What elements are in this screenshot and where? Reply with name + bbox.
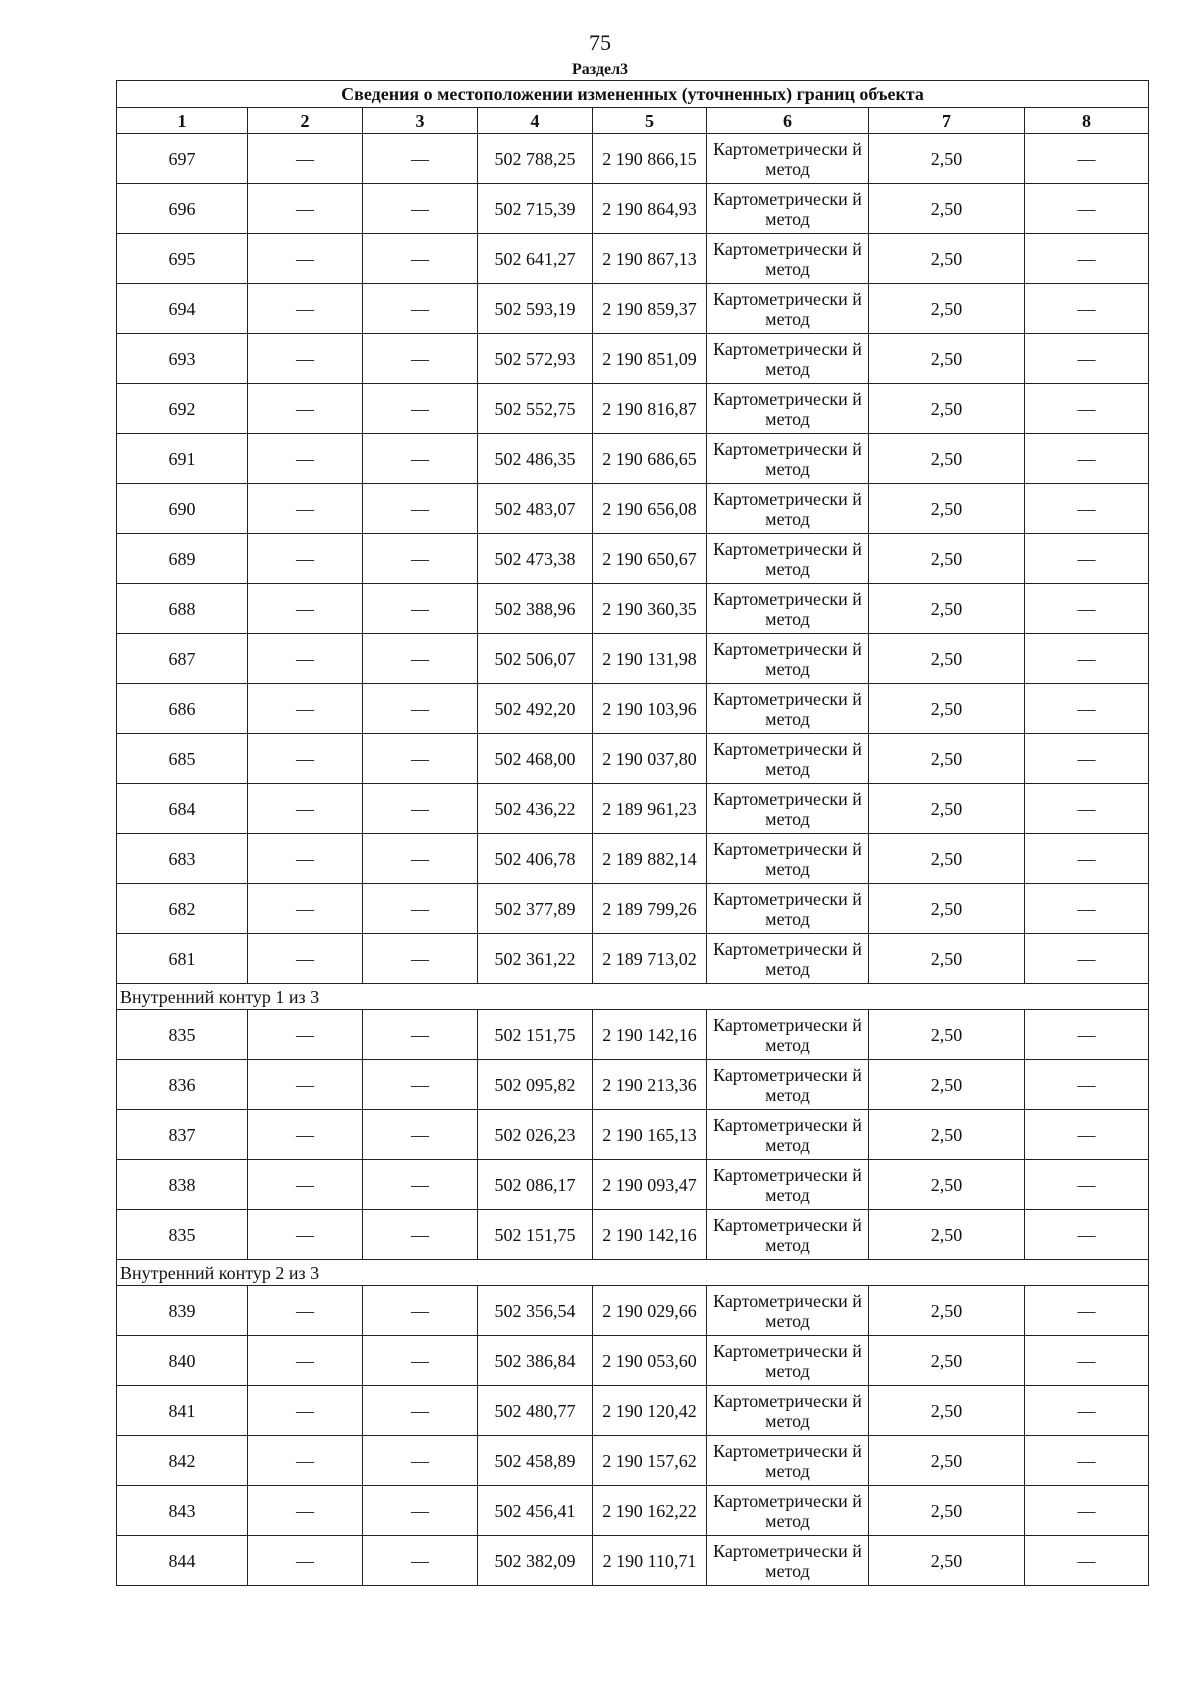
- col8-cell: —: [1025, 384, 1149, 434]
- table-row: [117, 634, 1149, 684]
- method-cell: Картометрически й метод: [707, 1536, 869, 1586]
- table-row: [117, 1336, 1149, 1386]
- method-cell: Картометрически й метод: [707, 284, 869, 334]
- y-coordinate-cell: 2 190 213,36: [593, 1060, 707, 1110]
- point-number-cell: 692: [117, 384, 248, 434]
- table-row: [117, 684, 1149, 734]
- table-row: [117, 1210, 1149, 1260]
- x-coordinate-cell: 502 086,17: [478, 1160, 593, 1210]
- table-row: [117, 1160, 1149, 1210]
- col2-cell: —: [248, 284, 363, 334]
- accuracy-cell: 2,50: [869, 884, 1025, 934]
- x-coordinate-cell: 502 406,78: [478, 834, 593, 884]
- point-number-cell: 688: [117, 584, 248, 634]
- method-cell: Картометрически й метод: [707, 834, 869, 884]
- method-cell: Картометрически й метод: [707, 1336, 869, 1386]
- table-row: [117, 884, 1149, 934]
- method-cell: Картометрически й метод: [707, 1110, 869, 1160]
- method-cell: Картометрически й метод: [707, 734, 869, 784]
- x-coordinate-cell: 502 506,07: [478, 634, 593, 684]
- y-coordinate-cell: 2 190 120,42: [593, 1386, 707, 1436]
- table-row: [117, 734, 1149, 784]
- table-row: [117, 534, 1149, 584]
- accuracy-cell: 2,50: [869, 1060, 1025, 1110]
- col8-cell: —: [1025, 1336, 1149, 1386]
- point-number-cell: 837: [117, 1110, 248, 1160]
- method-cell: Картометрически й метод: [707, 584, 869, 634]
- x-coordinate-cell: 502 151,75: [478, 1210, 593, 1260]
- x-coordinate-cell: 502 026,23: [478, 1110, 593, 1160]
- accuracy-cell: 2,50: [869, 1486, 1025, 1536]
- table-row: [117, 484, 1149, 534]
- accuracy-cell: 2,50: [869, 1336, 1025, 1386]
- y-coordinate-cell: 2 190 360,35: [593, 584, 707, 634]
- point-number-cell: 695: [117, 234, 248, 284]
- accuracy-cell: 2,50: [869, 484, 1025, 534]
- col3-cell: —: [363, 784, 478, 834]
- y-coordinate-cell: 2 190 110,71: [593, 1536, 707, 1586]
- col3-cell: —: [363, 1386, 478, 1436]
- col8-cell: —: [1025, 334, 1149, 384]
- method-cell: Картометрически й метод: [707, 184, 869, 234]
- y-coordinate-cell: 2 189 882,14: [593, 834, 707, 884]
- col3-cell: —: [363, 134, 478, 184]
- col3-cell: —: [363, 1160, 478, 1210]
- point-number-cell: 682: [117, 884, 248, 934]
- col8-cell: —: [1025, 284, 1149, 334]
- table-row: [117, 134, 1149, 184]
- table-row: [117, 1536, 1149, 1586]
- x-coordinate-cell: 502 361,22: [478, 934, 593, 984]
- method-cell: Картометрически й метод: [707, 1286, 869, 1336]
- y-coordinate-cell: 2 190 859,37: [593, 284, 707, 334]
- y-coordinate-cell: 2 190 142,16: [593, 1010, 707, 1060]
- col2-cell: —: [248, 784, 363, 834]
- col8-cell: —: [1025, 684, 1149, 734]
- accuracy-cell: 2,50: [869, 1286, 1025, 1336]
- y-coordinate-cell: 2 189 799,26: [593, 884, 707, 934]
- accuracy-cell: 2,50: [869, 384, 1025, 434]
- method-cell: Картометрически й метод: [707, 784, 869, 834]
- method-cell: Картометрически й метод: [707, 134, 869, 184]
- col2-cell: —: [248, 334, 363, 384]
- col2-cell: —: [248, 734, 363, 784]
- col2-cell: —: [248, 484, 363, 534]
- y-coordinate-cell: 2 190 142,16: [593, 1210, 707, 1260]
- table-row: [117, 334, 1149, 384]
- x-coordinate-cell: 502 377,89: [478, 884, 593, 934]
- x-coordinate-cell: 502 356,54: [478, 1286, 593, 1336]
- point-number-cell: 685: [117, 734, 248, 784]
- y-coordinate-cell: 2 190 650,67: [593, 534, 707, 584]
- point-number-cell: 842: [117, 1436, 248, 1486]
- x-coordinate-cell: 502 593,19: [478, 284, 593, 334]
- y-coordinate-cell: 2 190 157,62: [593, 1436, 707, 1486]
- table-row: [117, 584, 1149, 634]
- col3-cell: —: [363, 1436, 478, 1486]
- col2-cell: —: [248, 234, 363, 284]
- y-coordinate-cell: 2 190 851,09: [593, 334, 707, 384]
- col8-cell: —: [1025, 434, 1149, 484]
- table-row: [117, 434, 1149, 484]
- point-number-cell: 844: [117, 1536, 248, 1586]
- accuracy-cell: 2,50: [869, 1386, 1025, 1436]
- x-coordinate-cell: 502 468,00: [478, 734, 593, 784]
- col8-cell: —: [1025, 1060, 1149, 1110]
- y-coordinate-cell: 2 189 713,02: [593, 934, 707, 984]
- col2-cell: —: [248, 1010, 363, 1060]
- col2-cell: —: [248, 434, 363, 484]
- col8-cell: —: [1025, 1486, 1149, 1536]
- accuracy-cell: 2,50: [869, 834, 1025, 884]
- contour-label-row: [117, 1260, 1149, 1286]
- col8-cell: —: [1025, 584, 1149, 634]
- col3-cell: —: [363, 734, 478, 784]
- accuracy-cell: 2,50: [869, 784, 1025, 834]
- coordinates-table: [116, 80, 1149, 1586]
- col8-cell: —: [1025, 784, 1149, 834]
- y-coordinate-cell: 2 190 131,98: [593, 634, 707, 684]
- y-coordinate-cell: 2 190 866,15: [593, 134, 707, 184]
- table-row: [117, 234, 1149, 284]
- col2-cell: —: [248, 884, 363, 934]
- accuracy-cell: 2,50: [869, 684, 1025, 734]
- method-cell: Картометрически й метод: [707, 684, 869, 734]
- method-cell: Картометрически й метод: [707, 434, 869, 484]
- col3-cell: —: [363, 434, 478, 484]
- method-cell: Картометрически й метод: [707, 534, 869, 584]
- col3-cell: —: [363, 284, 478, 334]
- column-header-5: 5: [593, 108, 707, 134]
- y-coordinate-cell: 2 190 037,80: [593, 734, 707, 784]
- x-coordinate-cell: 502 788,25: [478, 134, 593, 184]
- method-cell: Картометрически й метод: [707, 1210, 869, 1260]
- x-coordinate-cell: 502 382,09: [478, 1536, 593, 1586]
- table-title: Сведения о местоположении измененных (уточненных) границ объекта: [117, 81, 1149, 108]
- accuracy-cell: 2,50: [869, 284, 1025, 334]
- col3-cell: —: [363, 1060, 478, 1110]
- column-header-1: 1: [117, 108, 248, 134]
- point-number-cell: 841: [117, 1386, 248, 1436]
- point-number-cell: 836: [117, 1060, 248, 1110]
- point-number-cell: 839: [117, 1286, 248, 1336]
- contour-label: Внутренний контур 1 из 3: [117, 984, 1149, 1010]
- table-row: [117, 834, 1149, 884]
- page-number: 75: [589, 30, 611, 55]
- point-number-cell: 838: [117, 1160, 248, 1210]
- point-number-cell: 835: [117, 1210, 248, 1260]
- col2-cell: —: [248, 584, 363, 634]
- x-coordinate-cell: 502 095,82: [478, 1060, 593, 1110]
- method-cell: Картометрически й метод: [707, 384, 869, 434]
- col8-cell: —: [1025, 1386, 1149, 1436]
- col8-cell: —: [1025, 934, 1149, 984]
- method-cell: Картометрически й метод: [707, 884, 869, 934]
- col8-cell: —: [1025, 1010, 1149, 1060]
- accuracy-cell: 2,50: [869, 334, 1025, 384]
- point-number-cell: 840: [117, 1336, 248, 1386]
- y-coordinate-cell: 2 190 165,13: [593, 1110, 707, 1160]
- method-cell: Картометрически й метод: [707, 1060, 869, 1110]
- x-coordinate-cell: 502 480,77: [478, 1386, 593, 1436]
- x-coordinate-cell: 502 572,93: [478, 334, 593, 384]
- method-cell: Картометрически й метод: [707, 1010, 869, 1060]
- column-header-3: 3: [363, 108, 478, 134]
- table-row: [117, 1060, 1149, 1110]
- point-number-cell: 697: [117, 134, 248, 184]
- col3-cell: —: [363, 234, 478, 284]
- col3-cell: —: [363, 884, 478, 934]
- accuracy-cell: 2,50: [869, 1010, 1025, 1060]
- x-coordinate-cell: 502 436,22: [478, 784, 593, 834]
- col3-cell: —: [363, 534, 478, 584]
- col3-cell: —: [363, 384, 478, 434]
- col8-cell: —: [1025, 534, 1149, 584]
- x-coordinate-cell: 502 486,35: [478, 434, 593, 484]
- col2-cell: —: [248, 384, 363, 434]
- y-coordinate-cell: 2 190 053,60: [593, 1336, 707, 1386]
- col2-cell: —: [248, 1160, 363, 1210]
- col2-cell: —: [248, 834, 363, 884]
- method-cell: Картометрически й метод: [707, 1436, 869, 1486]
- y-coordinate-cell: 2 189 961,23: [593, 784, 707, 834]
- x-coordinate-cell: 502 552,75: [478, 384, 593, 434]
- contour-label: Внутренний контур 2 из 3: [117, 1260, 1149, 1286]
- col2-cell: —: [248, 1436, 363, 1486]
- method-cell: Картометрически й метод: [707, 1386, 869, 1436]
- y-coordinate-cell: 2 190 029,66: [593, 1286, 707, 1336]
- col2-cell: —: [248, 534, 363, 584]
- column-header-7: 7: [869, 108, 1025, 134]
- col8-cell: —: [1025, 1436, 1149, 1486]
- table-row: [117, 784, 1149, 834]
- col2-cell: —: [248, 1536, 363, 1586]
- x-coordinate-cell: 502 386,84: [478, 1336, 593, 1386]
- col8-cell: —: [1025, 734, 1149, 784]
- col3-cell: —: [363, 334, 478, 384]
- method-cell: Картометрически й метод: [707, 234, 869, 284]
- col8-cell: —: [1025, 134, 1149, 184]
- x-coordinate-cell: 502 456,41: [478, 1486, 593, 1536]
- accuracy-cell: 2,50: [869, 1160, 1025, 1210]
- contour-label-row: [117, 984, 1149, 1010]
- table-row: [117, 1010, 1149, 1060]
- col3-cell: —: [363, 634, 478, 684]
- x-coordinate-cell: 502 151,75: [478, 1010, 593, 1060]
- col2-cell: —: [248, 934, 363, 984]
- method-cell: Картометрически й метод: [707, 634, 869, 684]
- x-coordinate-cell: 502 473,38: [478, 534, 593, 584]
- accuracy-cell: 2,50: [869, 534, 1025, 584]
- accuracy-cell: 2,50: [869, 234, 1025, 284]
- y-coordinate-cell: 2 190 864,93: [593, 184, 707, 234]
- accuracy-cell: 2,50: [869, 134, 1025, 184]
- table-row: [117, 934, 1149, 984]
- method-cell: Картометрически й метод: [707, 334, 869, 384]
- y-coordinate-cell: 2 190 656,08: [593, 484, 707, 534]
- x-coordinate-cell: 502 492,20: [478, 684, 593, 734]
- y-coordinate-cell: 2 190 103,96: [593, 684, 707, 734]
- method-cell: Картометрически й метод: [707, 1486, 869, 1536]
- col8-cell: —: [1025, 484, 1149, 534]
- col3-cell: —: [363, 1210, 478, 1260]
- col2-cell: —: [248, 1286, 363, 1336]
- col8-cell: —: [1025, 184, 1149, 234]
- col2-cell: —: [248, 184, 363, 234]
- col3-cell: —: [363, 834, 478, 884]
- table-row: [117, 1286, 1149, 1336]
- method-cell: Картометрически й метод: [707, 1160, 869, 1210]
- x-coordinate-cell: 502 715,39: [478, 184, 593, 234]
- point-number-cell: 694: [117, 284, 248, 334]
- table-row: [117, 384, 1149, 434]
- col3-cell: —: [363, 684, 478, 734]
- accuracy-cell: 2,50: [869, 434, 1025, 484]
- point-number-cell: 687: [117, 634, 248, 684]
- col3-cell: —: [363, 1536, 478, 1586]
- y-coordinate-cell: 2 190 686,65: [593, 434, 707, 484]
- table-row: [117, 1436, 1149, 1486]
- accuracy-cell: 2,50: [869, 734, 1025, 784]
- col8-cell: —: [1025, 234, 1149, 284]
- point-number-cell: 683: [117, 834, 248, 884]
- point-number-cell: 690: [117, 484, 248, 534]
- table-row: [117, 1486, 1149, 1536]
- accuracy-cell: 2,50: [869, 1536, 1025, 1586]
- col3-cell: —: [363, 1010, 478, 1060]
- x-coordinate-cell: 502 483,07: [478, 484, 593, 534]
- col8-cell: —: [1025, 884, 1149, 934]
- point-number-cell: 681: [117, 934, 248, 984]
- point-number-cell: 835: [117, 1010, 248, 1060]
- accuracy-cell: 2,50: [869, 1210, 1025, 1260]
- column-header-4: 4: [478, 108, 593, 134]
- point-number-cell: 686: [117, 684, 248, 734]
- col8-cell: —: [1025, 1210, 1149, 1260]
- col2-cell: —: [248, 1210, 363, 1260]
- col3-cell: —: [363, 1286, 478, 1336]
- col3-cell: —: [363, 1110, 478, 1160]
- y-coordinate-cell: 2 190 867,13: [593, 234, 707, 284]
- table-row: [117, 284, 1149, 334]
- col3-cell: —: [363, 184, 478, 234]
- col3-cell: —: [363, 484, 478, 534]
- col2-cell: —: [248, 1060, 363, 1110]
- col8-cell: —: [1025, 834, 1149, 884]
- col8-cell: —: [1025, 1536, 1149, 1586]
- accuracy-cell: 2,50: [869, 584, 1025, 634]
- accuracy-cell: 2,50: [869, 634, 1025, 684]
- x-coordinate-cell: 502 458,89: [478, 1436, 593, 1486]
- col2-cell: —: [248, 134, 363, 184]
- x-coordinate-cell: 502 641,27: [478, 234, 593, 284]
- table-row: [117, 1386, 1149, 1436]
- table-row: [117, 184, 1149, 234]
- y-coordinate-cell: 2 190 816,87: [593, 384, 707, 434]
- table-row: [117, 1110, 1149, 1160]
- column-header-8: 8: [1025, 108, 1149, 134]
- point-number-cell: 696: [117, 184, 248, 234]
- point-number-cell: 689: [117, 534, 248, 584]
- col2-cell: —: [248, 1336, 363, 1386]
- point-number-cell: 843: [117, 1486, 248, 1536]
- col3-cell: —: [363, 584, 478, 634]
- col2-cell: —: [248, 1110, 363, 1160]
- x-coordinate-cell: 502 388,96: [478, 584, 593, 634]
- col2-cell: —: [248, 1486, 363, 1536]
- col8-cell: —: [1025, 1110, 1149, 1160]
- col8-cell: —: [1025, 634, 1149, 684]
- col2-cell: —: [248, 1386, 363, 1436]
- column-header-2: 2: [248, 108, 363, 134]
- accuracy-cell: 2,50: [869, 1110, 1025, 1160]
- column-header-6: 6: [707, 108, 869, 134]
- accuracy-cell: 2,50: [869, 184, 1025, 234]
- point-number-cell: 684: [117, 784, 248, 834]
- col8-cell: —: [1025, 1160, 1149, 1210]
- accuracy-cell: 2,50: [869, 1436, 1025, 1486]
- point-number-cell: 693: [117, 334, 248, 384]
- col3-cell: —: [363, 1486, 478, 1536]
- section-label: Раздел3: [571, 61, 629, 78]
- y-coordinate-cell: 2 190 093,47: [593, 1160, 707, 1210]
- method-cell: Картометрически й метод: [707, 484, 869, 534]
- y-coordinate-cell: 2 190 162,22: [593, 1486, 707, 1536]
- col3-cell: —: [363, 934, 478, 984]
- method-cell: Картометрически й метод: [707, 934, 869, 984]
- col2-cell: —: [248, 634, 363, 684]
- point-number-cell: 691: [117, 434, 248, 484]
- col2-cell: —: [248, 684, 363, 734]
- accuracy-cell: 2,50: [869, 934, 1025, 984]
- table-body: [117, 134, 1149, 1586]
- col3-cell: —: [363, 1336, 478, 1386]
- column-header-row: [117, 108, 1149, 134]
- col8-cell: —: [1025, 1286, 1149, 1336]
